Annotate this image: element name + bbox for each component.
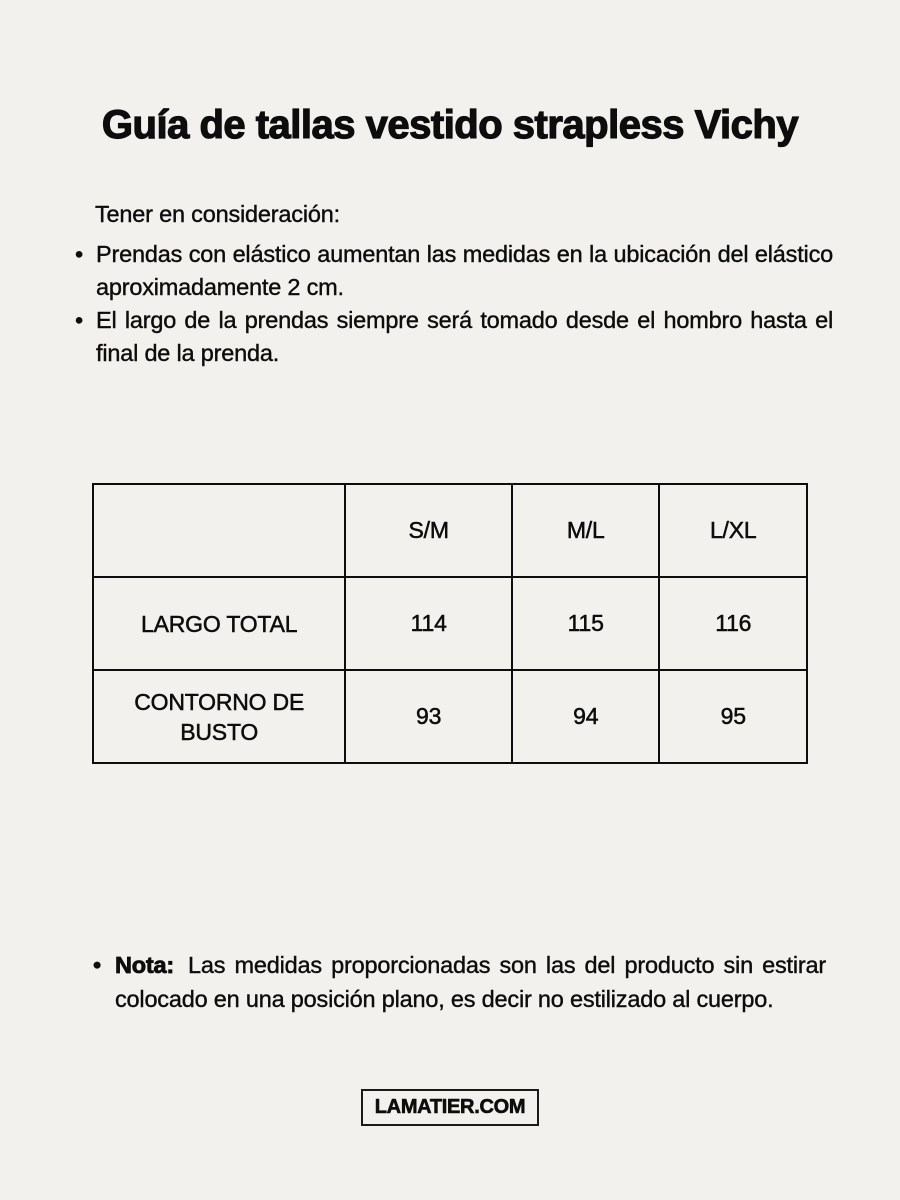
table-row-largo-total <box>93 577 807 670</box>
size-table-col-lxl: L/XL <box>659 484 807 577</box>
considerations-list <box>75 238 833 370</box>
cell-busto-ml: 94 <box>512 670 660 763</box>
cell-busto-lxl: 95 <box>659 670 807 763</box>
size-table-col-ml: M/L <box>512 484 660 577</box>
page-title: Guía de tallas vestido strapless Vichy <box>101 103 799 147</box>
list-item-elastic: • Prendas con elástico aumentan las medidas en la ubicación del elástico aproximadamente 2 cm. <box>75 238 833 304</box>
list-item-length: • El largo de la prendas siempre será tomado desde el hombro hasta el final de la prenda. <box>75 304 833 370</box>
cell-largo-lxl: 116 <box>659 577 807 670</box>
cell-busto-sm: 93 <box>345 670 512 763</box>
row-label-largo-total: LARGO TOTAL <box>93 577 345 670</box>
size-table <box>92 483 808 764</box>
size-table-corner-cell <box>93 484 345 577</box>
cell-largo-sm: 114 <box>345 577 512 670</box>
size-table-header-row <box>93 484 807 577</box>
size-table-col-sm: S/M <box>345 484 512 577</box>
footer <box>0 1089 900 1126</box>
row-label-contorno-busto: CONTORNO DE BUSTO <box>93 670 345 763</box>
brand-badge: LAMATIER.COM <box>361 1089 539 1126</box>
note-text: Las medidas proporcionadas son las del producto sin estirar colocado en una posición plano, es decir no estilizado al cuerpo. <box>115 952 826 1012</box>
table-row-contorno-busto <box>93 670 807 763</box>
considerations-heading: Tener en consideración: <box>95 201 340 227</box>
cell-largo-ml: 115 <box>512 577 660 670</box>
note-label: Nota: <box>115 952 175 978</box>
note-section <box>93 948 826 1016</box>
